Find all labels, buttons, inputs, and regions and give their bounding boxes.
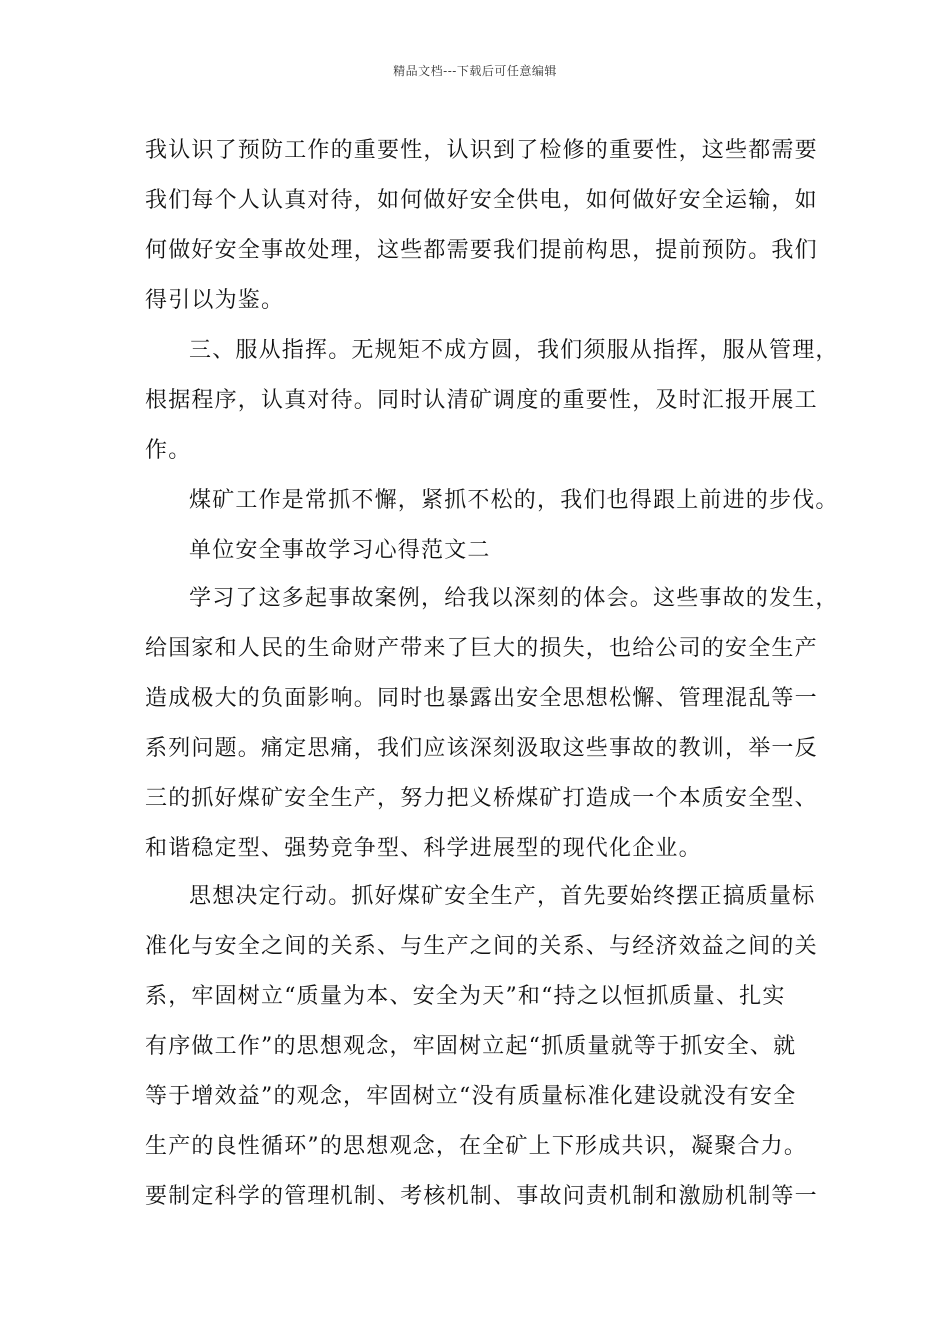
body-line: 和谐稳定型、强势竞争型、科学进展型的现代化企业。 xyxy=(145,836,702,861)
body-line: 何做好安全事故处理，这些都需要我们提前构思，提前预防。我们 xyxy=(145,238,818,263)
paragraph-start-line: 学习了这多起事故案例，给我以深刻的体会。这些事故的发生， xyxy=(189,586,839,611)
body-line: 给国家和人民的生命财产带来了巨大的损失，也给公司的安全生产 xyxy=(145,636,818,661)
body-line: 生产的良性循环”的思想观念，在全矿上下形成共识，凝聚合力。 xyxy=(145,1134,808,1159)
body-line: 准化与安全之间的关系、与生产之间的关系、与经济效益之间的关 xyxy=(145,934,818,959)
paragraph-start-line: 思想决定行动。抓好煤矿安全生产，首先要始终摆正搞质量标 xyxy=(189,884,816,909)
section-title: 单位安全事故学习心得范文二 xyxy=(189,538,491,563)
paragraph-start-line: 三、服从指挥。无规矩不成方圆，我们须服从指挥，服从管理， xyxy=(189,338,839,363)
body-line: 得引以为鉴。 xyxy=(145,288,285,313)
page-header: 精品文档---下载后可任意编辑 xyxy=(393,64,557,78)
body-line: 三的抓好煤矿安全生产，努力把义桥煤矿打造成一个本质安全型、 xyxy=(145,786,818,811)
body-line: 作。 xyxy=(145,438,192,463)
body-line: 我们每个人认真对待，如何做好安全供电，如何做好安全运输，如 xyxy=(145,188,818,213)
paragraph-start-line: 煤矿工作是常抓不懈，紧抓不松的，我们也得跟上前进的步伐。 xyxy=(189,488,839,513)
body-line: 等于增效益”的观念，牢固树立“没有质量标准化建设就没有安全 xyxy=(145,1084,797,1109)
body-line: 我认识了预防工作的重要性，认识到了检修的重要性，这些都需要 xyxy=(145,138,818,163)
body-line: 有序做工作”的思想观念，牢固树立起“抓质量就等于抓安全、就 xyxy=(145,1034,797,1059)
body-line: 系，牢固树立“质量为本、安全为天”和“持之以恒抓质量、扎实 xyxy=(145,984,786,1009)
body-line: 根据程序，认真对待。同时认清矿调度的重要性，及时汇报开展工 xyxy=(145,388,818,413)
body-line: 要制定科学的管理机制、考核机制、事故问责机制和激励机制等一 xyxy=(145,1184,818,1209)
body-line: 造成极大的负面影响。同时也暴露出安全思想松懈、管理混乱等一 xyxy=(145,686,818,711)
body-line: 系列问题。痛定思痛，我们应该深刻汲取这些事故的教训，举一反 xyxy=(145,736,818,761)
